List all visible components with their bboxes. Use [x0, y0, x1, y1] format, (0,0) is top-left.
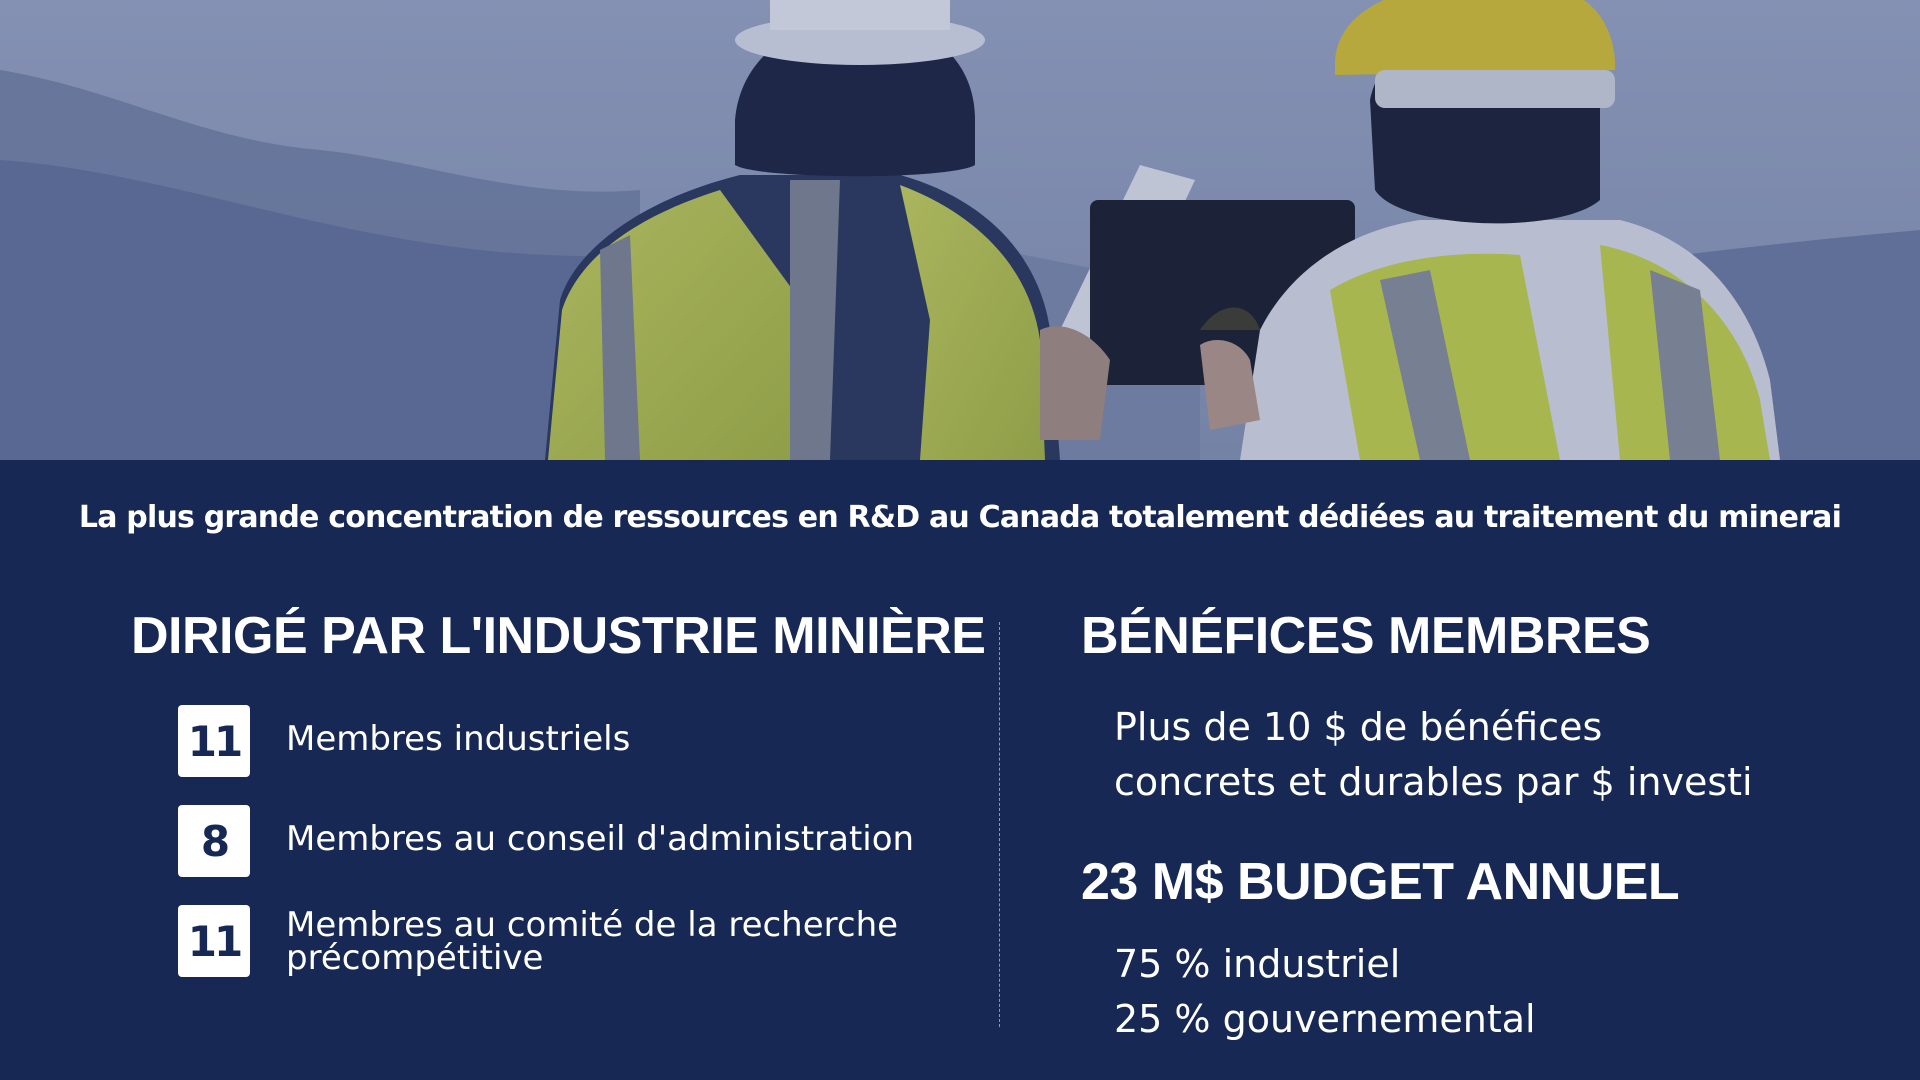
- annual-budget-heading: 23 M$ BUDGET ANNUEL: [1081, 853, 1680, 911]
- member-benefits-heading: BÉNÉFICES MEMBRES: [1081, 607, 1651, 665]
- tagline: La plus grande concentration de ressources en R&D au Canada totalement dédiées au traitement du minerai: [78, 500, 1842, 535]
- workers-hard-hats-photo: [0, 0, 1920, 460]
- benefits-line-1: Plus de 10 $ de bénéfices: [1114, 705, 1603, 749]
- stat-label: Membres au conseil d'administration: [286, 819, 915, 859]
- industry-led-heading: DIRIGÉ PAR L'INDUSTRIE MINIÈRE: [131, 607, 986, 665]
- stat-board-members: [178, 805, 978, 877]
- column-divider: [999, 622, 1000, 1027]
- stat-label: Membres au comité de la recherche précompétitive: [286, 905, 899, 978]
- stat-badge: 11: [178, 905, 250, 977]
- stat-badge: 8: [178, 805, 250, 877]
- stat-label: Membres industriels: [286, 719, 631, 759]
- stat-industrial-members: [178, 705, 978, 777]
- stat-badge: 11: [178, 705, 250, 777]
- budget-line-industrial: 75 % industriel: [1114, 942, 1401, 986]
- stat-research-committee-members: [178, 905, 978, 977]
- hero-photo: [0, 0, 1920, 460]
- budget-line-government: 25 % gouvernemental: [1114, 997, 1536, 1041]
- benefits-line-2: concrets et durables par $ investi: [1114, 760, 1753, 804]
